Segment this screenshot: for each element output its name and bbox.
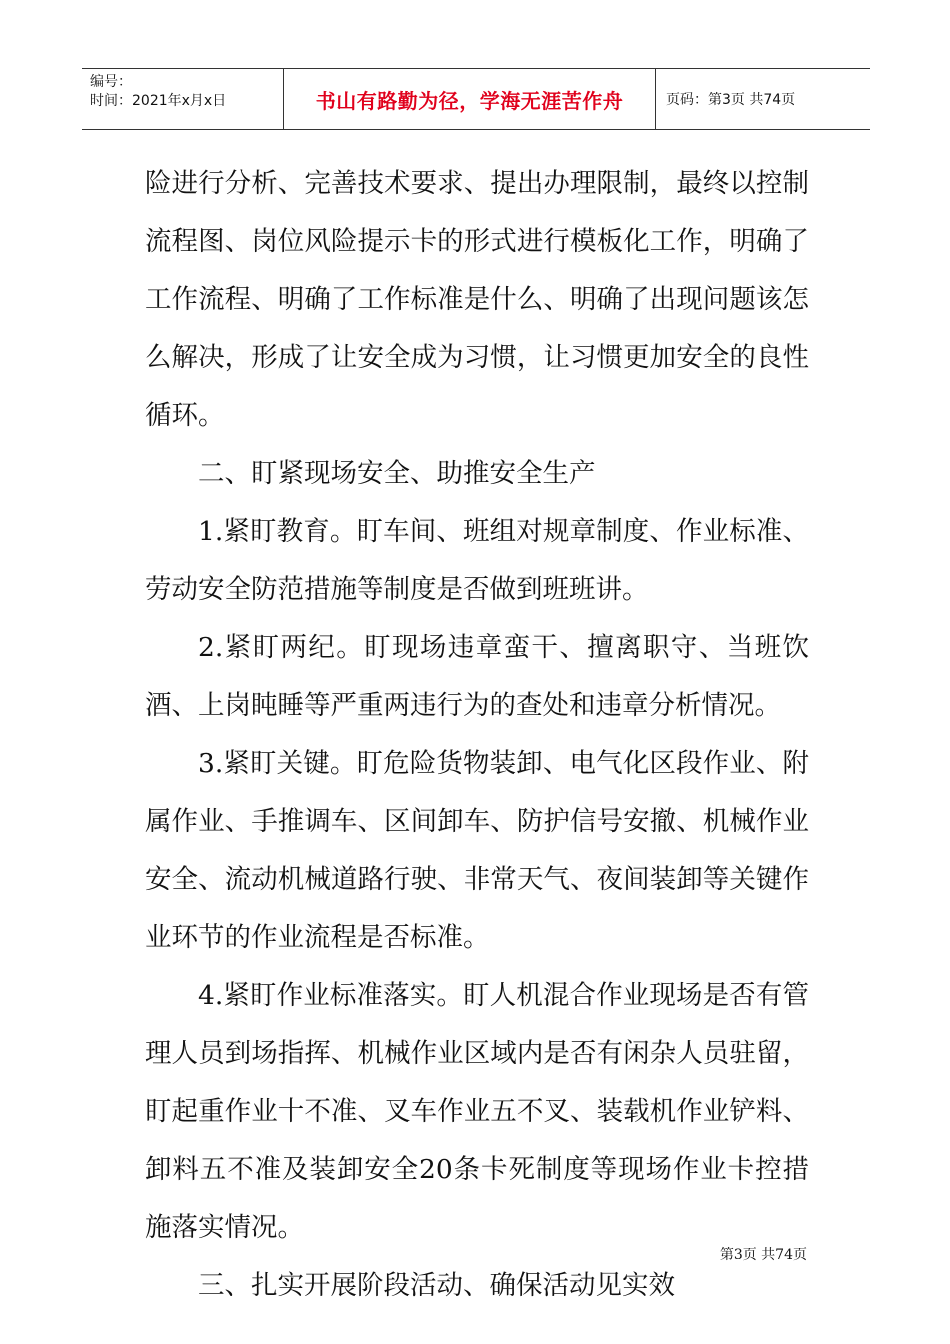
body-paragraph: 险进行分析、完善技术要求、提出办理限制，最终以控制流程图、岗位风险提示卡的形式进行模板化工作，明确了工作流程、明确了工作标准是什么、明确了出现问题该怎么解决，形成了让安全成为习惯，让习惯更加安全的良性循环。: [145, 168, 809, 431]
page-footer: 第3页 共74页: [719, 1247, 807, 1263]
header-motto: 书山有路勤为径，学海无涯苦作舟: [283, 69, 656, 129]
body-paragraph: 2.紧盯两纪。盯现场违章蛮干、擅离职守、当班饮酒、上岗盹睡等严重两违行为的查处和违章分析情况。: [145, 632, 809, 721]
document-number-label: 编号：: [90, 74, 132, 90]
section-heading: 三、扎实开展阶段活动、确保活动见实效: [198, 1270, 675, 1301]
body-paragraph: 1.紧盯教育。盯车间、班组对规章制度、作业标准、劳动安全防范措施等制度是否做到班班讲。: [145, 516, 809, 605]
document-date: 时间：2021年x月x日: [90, 93, 227, 109]
page-header: [82, 68, 870, 130]
header-meta: [82, 69, 283, 129]
document-body: [145, 155, 809, 1315]
body-paragraph: 4.紧盯作业标准落实。盯人机混合作业现场是否有管理人员到场指挥、机械作业区域内是否有闲杂人员驻留，盯起重作业十不准、叉车作业五不叉、装载机作业铲料、卸料五不准及装卸安全20条卡死制度等现场作业卡控措施落实情况。: [145, 980, 809, 1243]
body-paragraph: 3.紧盯关键。盯危险货物装卸、电气化区段作业、附属作业、手推调车、区间卸车、防护信号安撤、机械作业安全、流动机械道路行驶、非常天气、夜间装卸等关键作业环节的作业流程是否标准。: [145, 748, 809, 953]
header-page-info: 页码：第3页 共74页: [666, 92, 796, 108]
section-heading: 二、盯紧现场安全、助推安全生产: [198, 458, 596, 489]
